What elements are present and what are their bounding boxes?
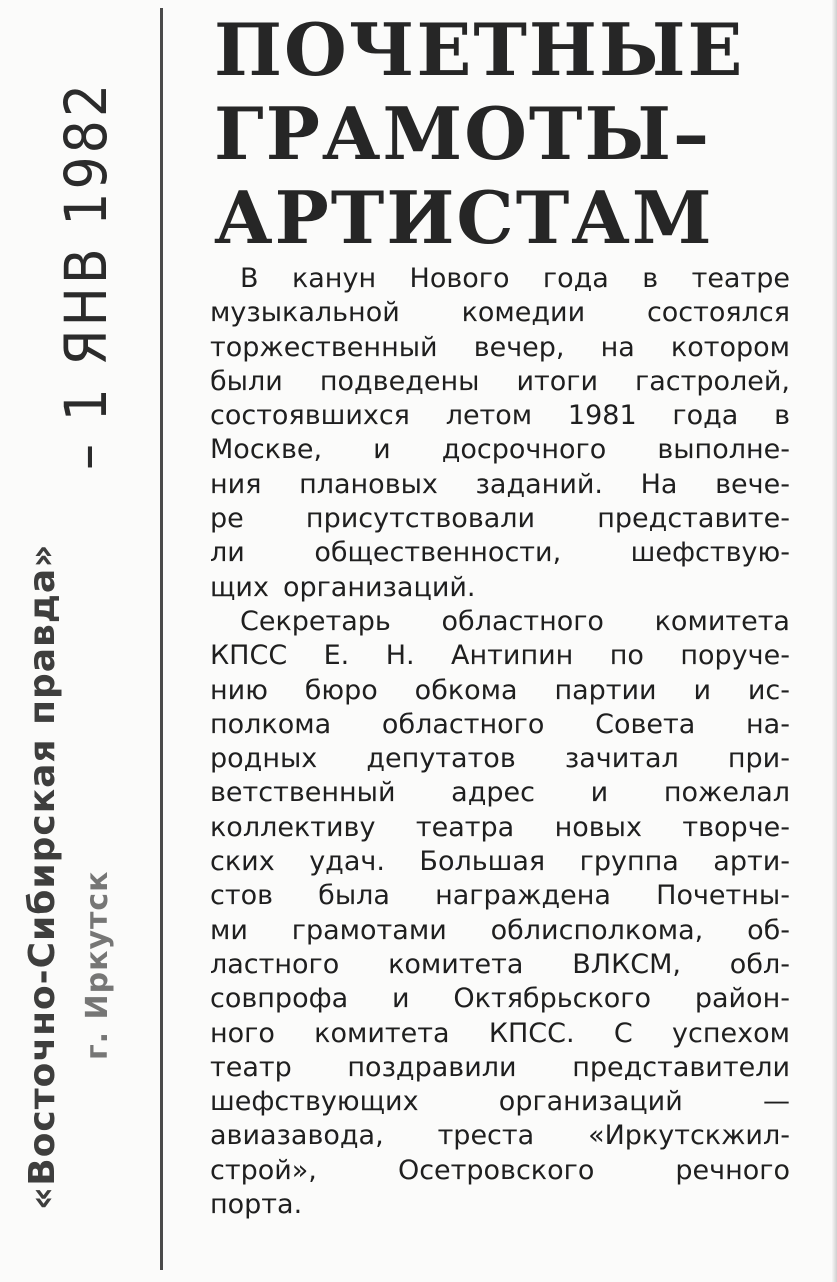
city-stamp: г. Иркутск — [80, 870, 115, 1060]
headline-line-2: ГРАМОТЫ– — [214, 91, 712, 176]
article-line: ния плановых заданий. На вече- — [210, 468, 790, 500]
article-line: Секретарь областного комитета — [240, 605, 790, 637]
headline-line-3: АРТИСТАМ — [214, 175, 714, 260]
article-line: ветственный адрес и пожелал — [210, 777, 790, 809]
scan-edge — [831, 0, 837, 1282]
article-line: КПСС Е. Н. Антипин по поруче- — [210, 640, 790, 672]
article-line: нию бюро обкома партии и ис- — [210, 674, 790, 706]
article-line: ре присутствовали представите- — [210, 503, 790, 535]
article-line: ного комитета КПСС. С успехом — [210, 1017, 790, 1049]
article-line: В канун Нового года в театре — [240, 263, 790, 294]
article-line: авиазавода, треста «Иркутскжил- — [210, 1120, 790, 1152]
article-line: коллективу театра новых творче- — [210, 811, 790, 843]
article-line: ластного комитета ВЛКСМ, обл- — [210, 948, 790, 980]
newspaper-name-stamp: «Восточно-Сибирская правда» — [22, 543, 63, 1210]
article-line: совпрофа и Октябрьского район- — [210, 983, 790, 1015]
article-body — [210, 262, 790, 1222]
article-line: театр поздравили представители — [210, 1051, 790, 1083]
article-line: ми грамотами облисполкома, об- — [210, 914, 790, 946]
article-line: стов была награждена Почетны- — [210, 880, 790, 912]
article-line: полкома областного Совета на- — [210, 708, 790, 740]
article-line: Москве, и досрочного выполне- — [210, 434, 790, 466]
article-line: ли общественности, шефствую- — [210, 537, 790, 569]
article-line: строй», Осетровского речного — [210, 1154, 790, 1186]
article-line: ских удач. Большая группа арти- — [210, 846, 790, 878]
article-line: порта. — [210, 1189, 303, 1221]
headline-line-1: ПОЧЕТНЫЕ — [214, 7, 745, 92]
column-divider — [160, 8, 163, 1270]
article-line: родных депутатов зачитал при- — [210, 743, 790, 775]
article-line: состоявшихся летом 1981 года в — [210, 400, 790, 432]
article-line: музыкальной комедии состоялся — [210, 297, 790, 329]
article-line: были подведены итоги гастролей, — [210, 365, 790, 397]
article-line: торжественный вечер, на котором — [210, 331, 790, 363]
article-line: шефствующих организаций — — [210, 1086, 790, 1118]
article-headline — [214, 8, 814, 260]
date-stamp: – 1 ЯНВ 1982 — [52, 80, 120, 470]
article-line: щих организаций. — [210, 571, 476, 603]
